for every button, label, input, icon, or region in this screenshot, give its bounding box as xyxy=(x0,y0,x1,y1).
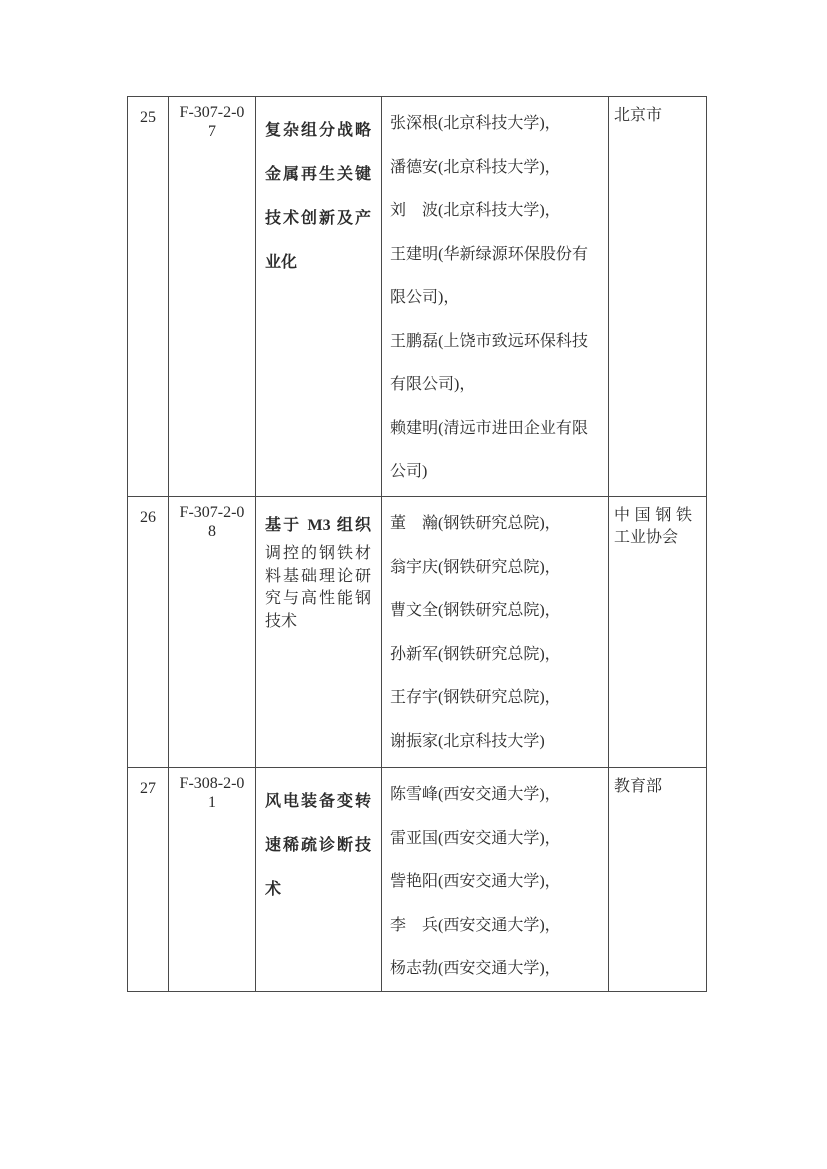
award-nomination-table xyxy=(127,96,707,992)
contributors-cell xyxy=(382,497,609,768)
contributor: 王建明(华新绿源环保股份有限公司)， xyxy=(390,245,588,306)
contributor: 王存宇(钢铁研究总院)， xyxy=(390,689,561,706)
contributor: 雷亚国(西安交通大学)， xyxy=(390,829,561,847)
organization: 教育部 xyxy=(614,778,663,795)
contributor: 訾艳阳(西安交通大学)， xyxy=(390,873,561,890)
row-number: 26 xyxy=(140,509,156,526)
project-title: 风电装备变转速稀疏诊断技术 xyxy=(265,793,371,898)
project-code: F-307-2-07 xyxy=(179,104,245,140)
contributor: 陈雪峰(西安交通大学)， xyxy=(390,786,561,803)
contributor: 杨志勃(西安交通大学)， xyxy=(390,960,561,977)
organization: 中国钢铁工业协会 xyxy=(614,507,692,546)
contributor: 张深根(北京科技大学)， xyxy=(390,115,561,132)
contributor: 孙新军(钢铁研究总院)， xyxy=(390,645,561,663)
project-code: F-307-2-08 xyxy=(179,504,245,540)
project-code-cell xyxy=(169,497,256,768)
contributors-cell xyxy=(382,768,609,992)
table-row xyxy=(128,97,707,497)
project-title: 基于 M3 组织 xyxy=(265,517,371,534)
organization: 北京市 xyxy=(614,107,663,124)
project-code: F-308-2-01 xyxy=(179,775,245,811)
row-number: 27 xyxy=(140,780,156,797)
organization-cell xyxy=(609,497,707,768)
project-title: 复杂组分战略金属再生关键技术创新及产业化 xyxy=(265,122,371,271)
project-title-cell xyxy=(256,97,382,497)
contributor: 谢振家(北京科技大学) xyxy=(390,732,545,750)
row-number-cell xyxy=(128,97,169,497)
contributor: 潘德安(北京科技大学)， xyxy=(390,158,561,176)
row-number: 25 xyxy=(140,109,156,126)
contributor: 赖建明(清远市进田企业有限公司) xyxy=(390,419,588,480)
contributor: 刘 波(北京科技大学)， xyxy=(390,202,561,219)
table-row xyxy=(128,768,707,992)
project-title-cell xyxy=(256,768,382,992)
row-number-cell xyxy=(128,497,169,768)
project-code-cell xyxy=(169,768,256,992)
project-title-continued: 调控的钢铁材料基础理论研究与高性能钢技术 xyxy=(265,545,371,630)
contributors-cell xyxy=(382,97,609,497)
organization-cell xyxy=(609,97,707,497)
contributor: 李 兵(西安交通大学)， xyxy=(390,916,561,934)
contributor: 翁宇庆(钢铁研究总院)， xyxy=(390,558,561,576)
table-row xyxy=(128,497,707,768)
organization-cell xyxy=(609,768,707,992)
project-title-cell xyxy=(256,497,382,768)
row-number-cell xyxy=(128,768,169,992)
contributor: 曹文全(钢铁研究总院)， xyxy=(390,602,561,619)
contributor: 董 瀚(钢铁研究总院)， xyxy=(390,515,561,532)
project-code-cell xyxy=(169,97,256,497)
contributor: 王鹏磊(上饶市致远环保科技有限公司)， xyxy=(390,332,588,393)
